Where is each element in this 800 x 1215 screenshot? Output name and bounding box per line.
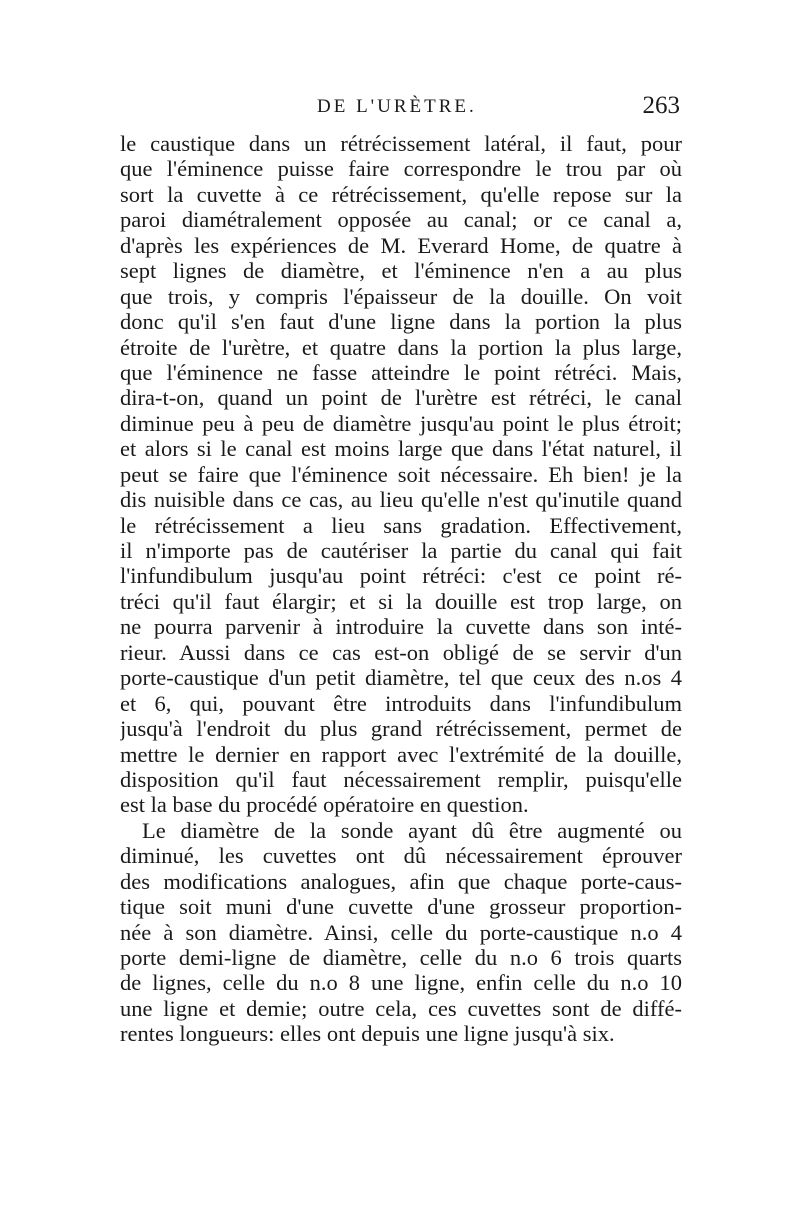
text-line: rentes longueurs: elles ont depuis une ligne jusqu'à six. xyxy=(120,1021,615,1047)
text-line: d'après les expériences de M. Everard Home, de quatre à xyxy=(120,232,682,258)
text-line: le caustique dans un rétrécissement latéral, il faut, pour xyxy=(120,131,682,156)
text-line: jusqu'à l'endroit du plus grand rétrécissement, permet de xyxy=(120,716,682,742)
text-line: diminué, les cuvettes ont dû nécessairement éprouver xyxy=(120,843,682,869)
text-line: il n'importe pas de cautériser la partie du canal qui fait xyxy=(120,538,682,563)
text-line: dis nuisible dans ce cas, au lieu qu'elle n'est qu'inutile quand xyxy=(120,487,682,513)
text-line: des modifications analogues, afin que chaque porte-caus- xyxy=(120,868,682,894)
text-line: une ligne et demie; outre cela, ces cuvettes sont de diffé- xyxy=(120,995,682,1021)
text-line: que l'éminence puisse faire correspondre le trou par où xyxy=(120,156,682,182)
text-line: et alors si le canal est moins large que dans l'état naturel, il xyxy=(120,436,682,462)
text-line: que l'éminence ne fasse atteindre le point rétréci. Mais, xyxy=(120,359,682,385)
text-line: l'infundibulum jusqu'au point rétréci: c'est ce point ré- xyxy=(120,563,682,589)
text-line: tréci qu'il faut élargir; et si la douille est trop large, on xyxy=(120,588,682,614)
text-line: disposition qu'il faut nécessairement remplir, puisqu'elle xyxy=(120,766,682,792)
text-line: et 6, qui, pouvant être introduits dans l'infundibulum xyxy=(120,690,682,716)
text-line: Le diamètre de la sonde ayant dû être augmenté ou xyxy=(142,817,682,843)
running-head xyxy=(120,92,690,130)
text-line: sept lignes de diamètre, et l'éminence n'en a au plus xyxy=(120,258,682,284)
text-line: que trois, y compris l'épaisseur de la douille. On voit xyxy=(120,283,682,309)
text-line: mettre le dernier en rapport avec l'extrémité de la douille, xyxy=(120,741,682,767)
paragraph xyxy=(120,818,682,1047)
text-line: étroite de l'urètre, et quatre dans la portion la plus large, xyxy=(120,334,682,360)
text-line: est la base du procédé opératoire en question. xyxy=(120,792,529,818)
text-line: paroi diamétralement opposée au canal; or ce canal a, xyxy=(120,207,682,233)
text-line: rieur. Aussi dans ce cas est-on obligé de se servir d'un xyxy=(120,639,682,665)
text-line: tique soit muni d'une cuvette d'une grosseur proportion- xyxy=(120,894,682,920)
text-line: donc qu'il s'en faut d'une ligne dans la portion la plus xyxy=(120,309,682,335)
text-line: née à son diamètre. Ainsi, celle du porte-caustique n.o 4 xyxy=(120,919,682,945)
text-line: ne pourra parvenir à introduire la cuvette dans son inté- xyxy=(120,614,682,640)
text-line: de lignes, celle du n.o 8 une ligne, enfin celle du n.o 10 xyxy=(120,970,682,996)
text-line: sort la cuvette à ce rétrécissement, qu'elle repose sur la xyxy=(120,181,682,207)
text-line: diminue peu à peu de diamètre jusqu'au point le plus étroit; xyxy=(120,410,682,436)
paragraph xyxy=(120,131,682,818)
body-text xyxy=(120,131,682,1047)
running-title: DE L'URÈTRE. xyxy=(317,96,477,117)
page-number: 263 xyxy=(642,92,680,119)
text-line: porte demi-ligne de diamètre, celle du n.o 6 trois quarts xyxy=(120,945,682,970)
text-line: le rétrécissement a lieu sans gradation. Effectivement, xyxy=(120,512,682,538)
text-line: peut se faire que l'éminence soit nécessaire. Eh bien! je la xyxy=(120,461,682,487)
text-line: dira-t-on, quand un point de l'urètre est rétréci, le canal xyxy=(120,385,682,411)
text-line: porte-caustique d'un petit diamètre, tel que ceux des n.os 4 xyxy=(120,665,682,691)
